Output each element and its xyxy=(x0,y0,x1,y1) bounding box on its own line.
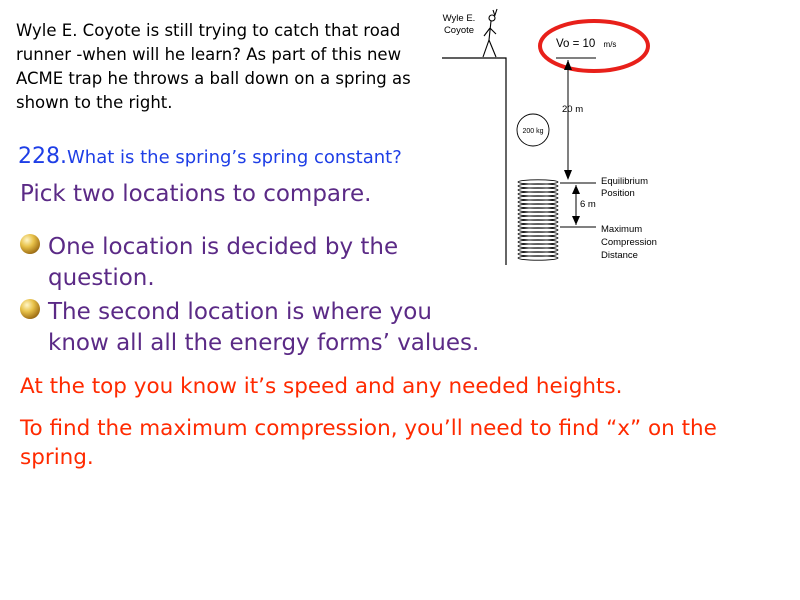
question-text: What is the spring’s spring constant? xyxy=(66,147,402,168)
bullet-list xyxy=(20,232,488,362)
compression-label: 6 m xyxy=(580,199,596,210)
initial-velocity-unit: m/s xyxy=(603,40,617,49)
bullet-text: One location is decided by the question. xyxy=(48,234,399,291)
cliff-edge xyxy=(442,58,506,265)
compare-prompt: Pick two locations to compare. xyxy=(20,181,372,207)
gold-ball-bullet-icon xyxy=(20,234,40,254)
arrow-head-up-icon xyxy=(572,185,580,194)
height-label: 20 m xyxy=(562,104,584,115)
spring-coil-icon xyxy=(518,180,558,260)
question-number: 228. xyxy=(18,144,67,169)
bullet-item xyxy=(20,297,488,359)
coyote-figure-icon xyxy=(483,9,497,57)
bullet-text: The second location is where you know all all the energy forms’ values. xyxy=(48,299,480,356)
equilibrium-label: Equilibrium xyxy=(601,176,648,187)
spring-trap-diagram xyxy=(438,0,678,275)
coyote-label: Wyle E. xyxy=(442,13,476,24)
max-compression-label: Compression xyxy=(601,237,657,248)
initial-velocity-label xyxy=(556,38,616,50)
max-compression-label: Distance xyxy=(601,250,638,261)
equilibrium-label: Position xyxy=(601,188,635,199)
bullet-item xyxy=(20,232,488,294)
arrow-head-up-icon xyxy=(564,60,572,70)
ball-mass-label: 200 kg xyxy=(522,128,544,135)
coyote-label: Coyote xyxy=(443,25,475,36)
arrow-head-down-icon xyxy=(564,170,572,180)
note-top-speed: At the top you know it’s speed and any needed heights. xyxy=(20,374,623,399)
max-compression-label: Maximum xyxy=(601,224,643,235)
problem-intro: Wyle E. Coyote is still trying to catch that road runner -when will he learn? As part of this new ACME trap he throws a ball down on a spring as shown to the right. xyxy=(16,21,411,112)
initial-velocity-value: Vo = 10 xyxy=(556,38,596,50)
question-line xyxy=(18,144,402,169)
arrow-head-down-icon xyxy=(572,216,580,225)
note-max-compression: To find the maximum compression, you’ll need to find “x” on the spring. xyxy=(20,416,717,470)
gold-ball-bullet-icon xyxy=(20,299,40,319)
